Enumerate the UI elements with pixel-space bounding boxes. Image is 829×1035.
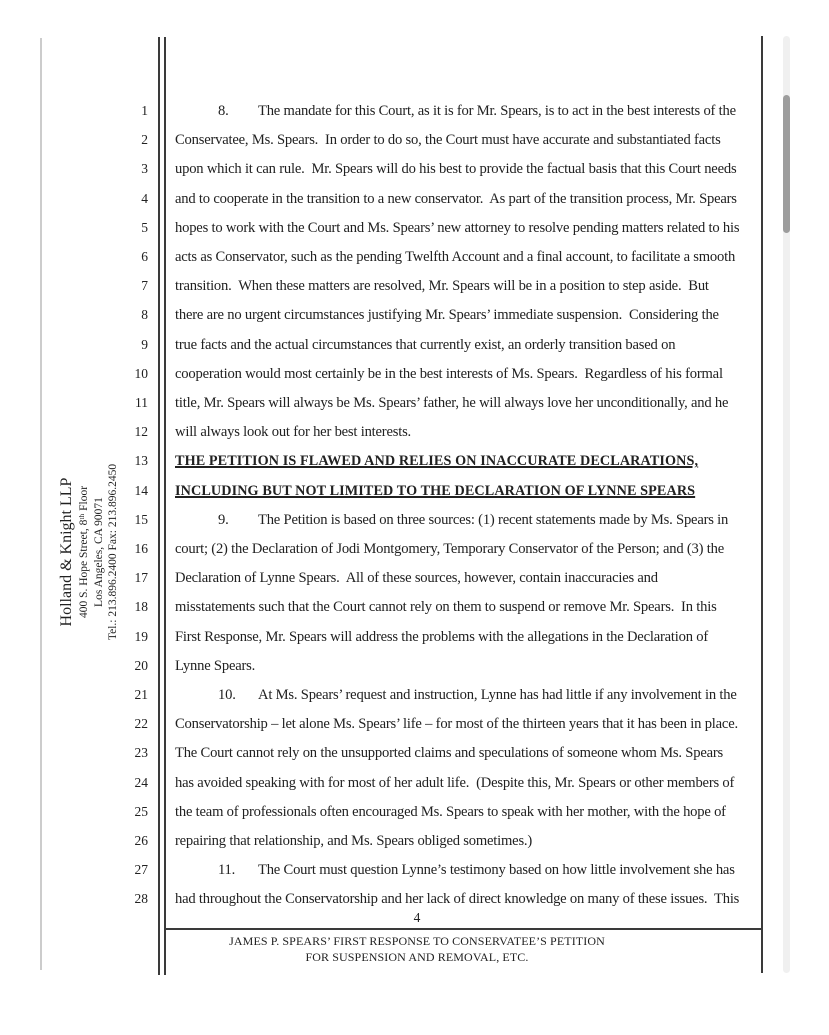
body-line (0, 570, 829, 599)
line-text: The Petition is based on three sources: (1) recent statements made by Ms. Spears in (258, 511, 729, 528)
line-text: Conservatorship – let alone Ms. Spears’ life – for most of the thirteen years that it has been in place. (175, 716, 738, 733)
line-text: and to cooperate in the transition to a new conservator. As part of the transition process, Mr. Spears (175, 190, 737, 207)
letterhead-address-line2: Los Angeles, CA 90071 (92, 497, 105, 607)
line-text: The Court must question Lynne’s testimony based on how little involvement she has (258, 862, 735, 879)
line-text: At Ms. Spears’ request and instruction, Lynne has had little if any involvement in the (258, 687, 737, 703)
line-number: 10 (134, 365, 148, 381)
body-line (0, 453, 829, 482)
body-line (0, 833, 829, 862)
body-line (0, 804, 829, 833)
line-number: 20 (134, 657, 148, 673)
line-text: the team of professionals often encouraged Ms. Spears to speak with her mother, with the hope of (175, 803, 726, 820)
line-number: 7 (141, 278, 148, 294)
line-text-wrap (175, 220, 739, 237)
line-text-wrap (175, 570, 658, 587)
footer-rule (166, 928, 762, 930)
line-text-wrap (175, 833, 532, 850)
body-line (0, 249, 829, 278)
letterhead-address-line1: 400 S. Hope Street, 8ᵗʰ Floor (78, 485, 90, 619)
line-text-wrap (175, 366, 723, 383)
line-text-wrap (175, 512, 728, 529)
line-number: 2 (141, 132, 148, 148)
line-number: 16 (134, 541, 148, 556)
line-text-wrap (175, 395, 728, 412)
line-number: 4 (141, 190, 148, 206)
line-text: transition. When these matters are resolved, Mr. Spears will be in a position to step aside. But (175, 278, 709, 295)
line-text-wrap (175, 278, 709, 295)
line-text: The Court cannot rely on the unsupported claims and speculations of someone whom Ms. Spears (175, 745, 724, 762)
line-text: INCLUDING BUT NOT LIMITED TO THE DECLARATION OF LYNNE SPEARS (175, 482, 696, 499)
line-text: has avoided speaking with for most of her adult life. (Despite this, Mr. Spears or other members of (175, 774, 735, 791)
line-text-wrap (175, 132, 721, 149)
body-line (0, 220, 829, 249)
body-line (0, 775, 829, 804)
line-number: 5 (141, 219, 148, 235)
paragraph-number: 9. (218, 511, 229, 528)
line-text-wrap (175, 453, 698, 470)
paragraph-number: 11. (218, 862, 236, 879)
line-text: The mandate for this Court, as it is for Mr. Spears, is to act in the best interests of the (258, 103, 736, 119)
line-number: 19 (134, 628, 148, 644)
line-text-wrap (175, 687, 737, 704)
footer-title (40, 934, 794, 965)
line-number: 14 (134, 482, 148, 498)
body-line (0, 745, 829, 774)
body-line (0, 512, 829, 541)
line-text-wrap (175, 862, 735, 879)
line-number: 27 (134, 862, 148, 878)
line-text: title, Mr. Spears will always be Ms. Spears’ father, he will always love her unconditionally, and he (175, 395, 729, 411)
line-text-wrap (175, 541, 724, 558)
line-number: 24 (134, 774, 148, 790)
body-line (0, 366, 829, 395)
line-text: cooperation would most certainly be in the best interests of Ms. Spears. Regardless of his formal (175, 365, 723, 382)
line-text-wrap (175, 424, 411, 441)
line-text-wrap (175, 161, 736, 178)
line-text-wrap (175, 775, 734, 792)
line-text-wrap (175, 599, 717, 616)
line-text: there are no urgent circumstances justifying Mr. Spears’ immediate suspension. Considering the (175, 307, 719, 324)
line-text-wrap (175, 191, 737, 208)
line-text-wrap (175, 804, 726, 821)
paragraph-number: 10. (218, 687, 236, 703)
body-line (0, 103, 829, 132)
line-number: 18 (134, 599, 148, 615)
body-line (0, 658, 829, 687)
line-text-wrap (175, 891, 739, 908)
line-text: had throughout the Conservatorship and her lack of direct knowledge on many of these issues. This (175, 891, 740, 908)
body-line (0, 191, 829, 220)
line-text: First Response, Mr. Spears will address the problems with the allegations in the Declaration of (175, 628, 709, 645)
line-number: 21 (134, 687, 148, 702)
line-text: acts as Conservator, such as the pending Twelfth Account and a final account, to facilitate a smooth (175, 249, 736, 265)
line-number: 11 (135, 395, 148, 410)
letterhead-firm-name: Holland & Knight LLP (58, 477, 75, 627)
line-text: will always look out for her best interests. (175, 424, 412, 441)
line-number: 15 (134, 511, 148, 527)
line-text-wrap (175, 716, 738, 733)
footer-title-line2: FOR SUSPENSION AND REMOVAL, ETC. (305, 949, 529, 964)
line-text-wrap (175, 337, 675, 354)
body-line (0, 629, 829, 658)
body-line (0, 483, 829, 512)
line-text-wrap (175, 745, 723, 762)
body-line (0, 599, 829, 628)
body-line (0, 278, 829, 307)
line-text: Lynne Spears. (175, 657, 256, 674)
line-number: 22 (134, 716, 148, 732)
line-number: 13 (134, 453, 148, 469)
line-number: 17 (134, 570, 148, 586)
line-text: true facts and the actual circumstances that currently exist, an orderly transition based on (175, 336, 676, 353)
line-text: Conservatee, Ms. Spears. In order to do so, the Court must have accurate and substantiated facts (175, 132, 721, 149)
line-number: 1 (141, 103, 148, 118)
line-text: misstatements such that the Court cannot rely on them to suspend or remove Mr. Spears. In this (175, 599, 717, 616)
line-number: 8 (141, 307, 148, 323)
body-line (0, 395, 829, 424)
line-number: 23 (134, 745, 148, 761)
line-text-wrap (175, 658, 255, 675)
body-line (0, 161, 829, 190)
body-line (0, 307, 829, 336)
body-line (0, 687, 829, 716)
body-line (0, 337, 829, 366)
body-line (0, 862, 829, 891)
line-text-wrap (175, 249, 735, 266)
body-line (0, 541, 829, 570)
line-text-wrap (175, 629, 708, 646)
paragraph-number: 8. (218, 103, 229, 119)
line-number: 26 (134, 833, 148, 848)
line-text: upon which it can rule. Mr. Spears will do his best to provide the factual basis that this Court needs (175, 161, 737, 178)
body-line (0, 716, 829, 745)
footer-title-line1: JAMES P. SPEARS’ FIRST RESPONSE TO CONSERVATEE’S PETITION (229, 934, 605, 948)
line-number: 6 (141, 249, 148, 264)
line-text: Declaration of Lynne Spears. All of these sources, however, contain inaccuracies and (175, 570, 658, 587)
line-text-wrap (175, 307, 719, 324)
line-number: 25 (134, 803, 148, 819)
line-number: 12 (134, 424, 148, 440)
line-text: repairing that relationship, and Ms. Spears obliged sometimes.) (175, 833, 533, 849)
line-text-wrap (175, 483, 695, 500)
line-number: 9 (141, 336, 148, 352)
line-text-wrap (175, 103, 736, 120)
line-number: 3 (141, 161, 148, 177)
line-text: court; (2) the Declaration of Jodi Montgomery, Temporary Conservator of the Person; and (3) the (175, 541, 724, 557)
body-line (0, 424, 829, 453)
page-number: 4 (413, 910, 421, 925)
line-number: 28 (134, 891, 148, 907)
line-text: THE PETITION IS FLAWED AND RELIES ON INACCURATE DECLARATIONS, (175, 453, 699, 470)
body-line (0, 132, 829, 161)
line-text: hopes to work with the Court and Ms. Spears’ new attorney to resolve pending matters related to his (175, 219, 740, 236)
scrollbar-thumb[interactable] (783, 95, 790, 233)
letterhead-phone-fax: Tel.: 213.896.2400 Fax: 213.896.2450 (107, 463, 119, 641)
